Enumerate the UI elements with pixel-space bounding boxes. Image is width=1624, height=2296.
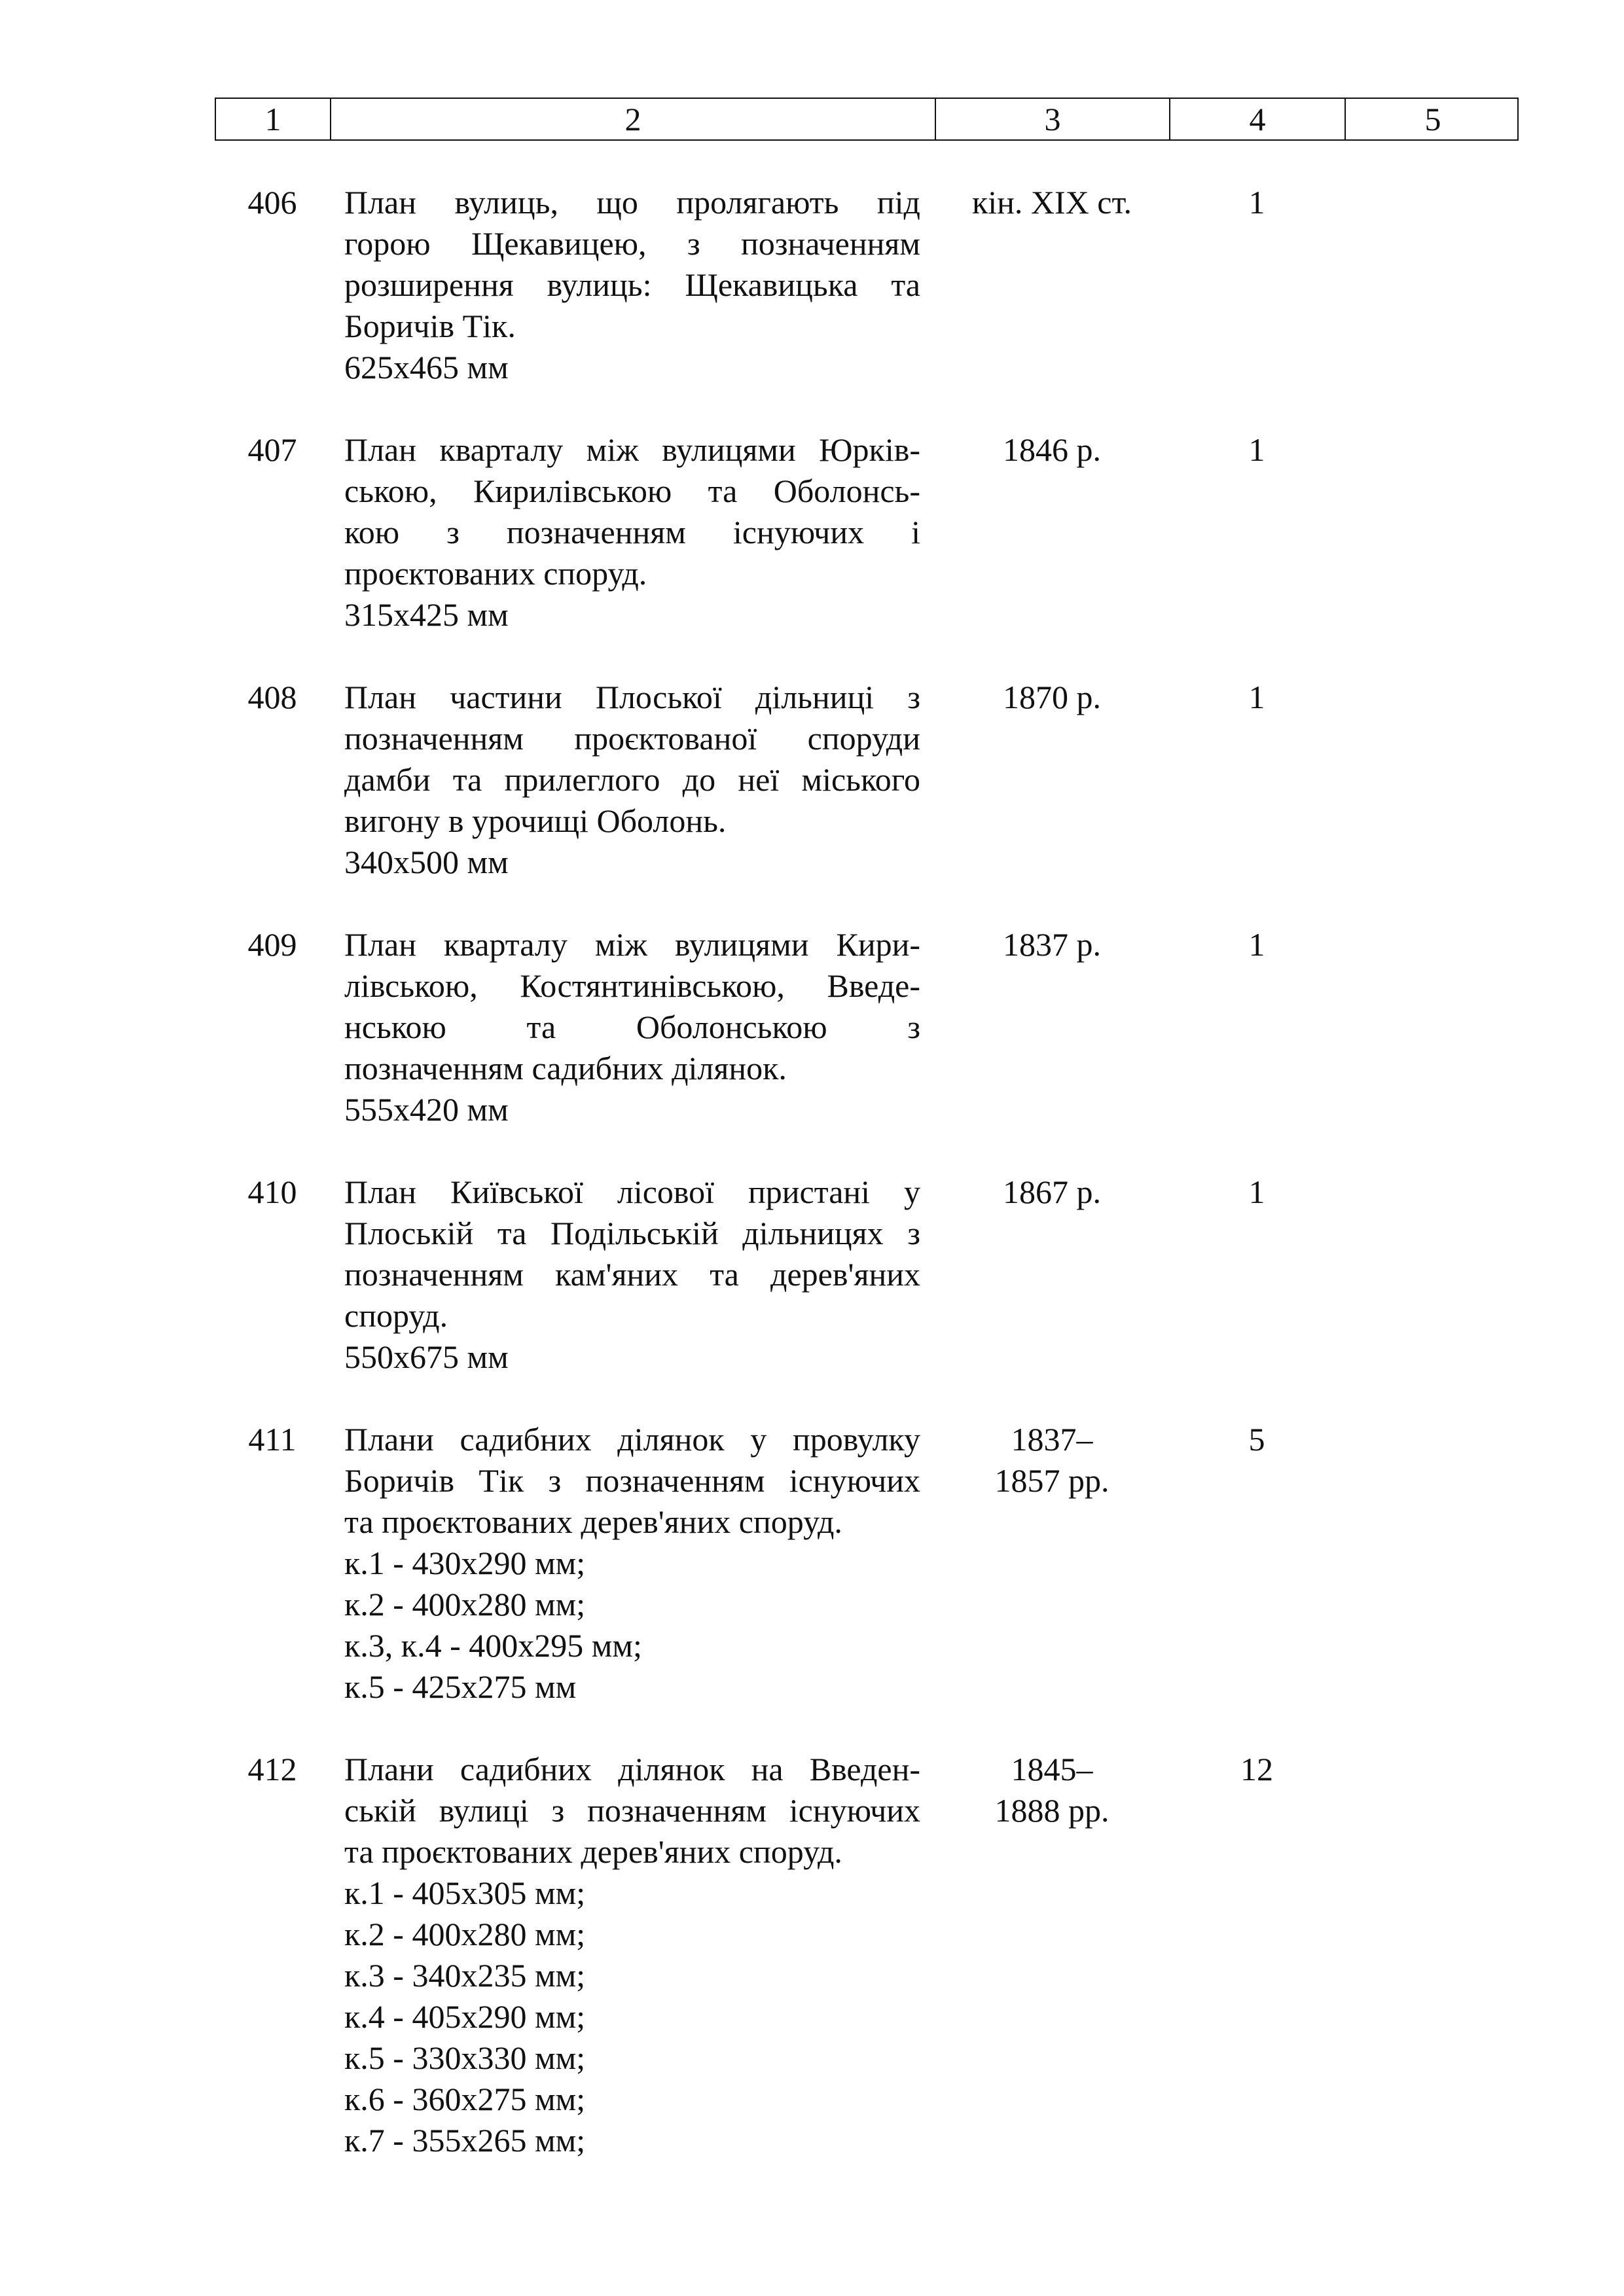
table-row: [215, 429, 1519, 636]
title-line: проєктованих споруд.: [344, 555, 647, 592]
record-number: 411: [248, 1421, 297, 1458]
title-line: Плоській та Подільській дільницях з: [344, 1215, 920, 1251]
column-header-4: 4: [1170, 99, 1346, 139]
title-line: та проєктованих дерев'яних споруд.: [344, 1503, 842, 1540]
record-date: [935, 1172, 1169, 1378]
table-row: [215, 924, 1519, 1130]
record-notes: [1344, 1749, 1519, 2161]
record-date: [935, 429, 1169, 636]
column-number-header: [215, 98, 1519, 141]
title-line: План кварталу між вулицями Кири-: [344, 926, 920, 963]
record-date: [935, 182, 1169, 388]
title-line: горою Щекавицею, з позначенням: [344, 225, 920, 262]
size-line: к.6 - 360x275 мм;: [344, 2081, 586, 2117]
record-date: [935, 677, 1169, 883]
record-notes: [1344, 182, 1519, 388]
title-line: ській вулиці з позначенням існуючих: [344, 1792, 920, 1829]
record-description: [330, 677, 935, 883]
title-line: споруд.: [344, 1297, 448, 1334]
record-description: [330, 1749, 935, 2161]
size-line: 340x500 мм: [344, 844, 509, 880]
size-line: к.1 - 405x305 мм;: [344, 1874, 586, 1911]
record-description: [330, 1172, 935, 1378]
title-line: нською та Оболонською з: [344, 1009, 920, 1045]
date-line: 1845–: [1011, 1751, 1093, 1787]
date-line: 1846 р.: [1003, 431, 1101, 468]
title-line: дамби та прилеглого до неї міського: [344, 761, 920, 798]
title-line: План Київської лісової пристані у: [344, 1174, 920, 1210]
record-notes: [1344, 677, 1519, 883]
title-line: Боричів Тік з позначенням існуючих: [344, 1462, 920, 1499]
column-header-2: 2: [331, 99, 936, 139]
record-description: [330, 1419, 935, 1708]
date-line: кін. XIX ст.: [971, 184, 1132, 221]
record-count: 1: [1248, 679, 1265, 715]
title-line: кою з позначенням існуючих і: [344, 514, 920, 550]
title-line: позначенням садибних ділянок.: [344, 1050, 787, 1086]
title-line: позначенням кам'яних та дерев'яних: [344, 1256, 920, 1293]
record-notes: [1344, 924, 1519, 1130]
records-list: [215, 182, 1519, 2202]
record-notes: [1344, 1172, 1519, 1378]
size-line: 315x425 мм: [344, 596, 509, 633]
record-date: [935, 1419, 1169, 1708]
size-line: 550x675 мм: [344, 1338, 509, 1375]
size-line: к.1 - 430x290 мм;: [344, 1545, 586, 1581]
size-line: к.2 - 400x280 мм;: [344, 1586, 586, 1623]
table-row: [215, 1172, 1519, 1378]
date-line: 1837 р.: [1003, 926, 1101, 963]
record-number: 406: [247, 184, 297, 221]
date-line: 1870 р.: [1003, 679, 1101, 715]
size-line: к.3, к.4 - 400x295 мм;: [344, 1627, 642, 1664]
title-line: Плани садибних ділянок у провулку: [344, 1421, 920, 1458]
record-count: 1: [1248, 184, 1265, 221]
title-line: ською, Кирилівською та Оболонсь-: [344, 473, 920, 509]
record-notes: [1344, 429, 1519, 636]
title-line: План кварталу між вулицями Юрків-: [344, 431, 920, 468]
record-description: [330, 182, 935, 388]
title-line: Плани садибних ділянок на Введен-: [344, 1751, 920, 1787]
size-line: 625x465 мм: [344, 349, 509, 386]
title-line: та проєктованих дерев'яних споруд.: [344, 1833, 842, 1870]
record-count: 1: [1248, 431, 1265, 468]
size-line: к.7 - 355x265 мм;: [344, 2122, 586, 2159]
record-date: [935, 924, 1169, 1130]
record-date: [935, 1749, 1169, 2161]
record-number: 408: [247, 679, 297, 715]
title-line: План вулиць, що пролягають під: [344, 184, 920, 221]
table-row: [215, 1419, 1519, 1708]
record-count: 12: [1240, 1751, 1273, 1787]
date-line: 1857 рр.: [994, 1462, 1110, 1499]
column-header-1: 1: [216, 99, 331, 139]
size-line: к.5 - 425x275 мм: [344, 1668, 577, 1705]
record-number: 412: [247, 1751, 297, 1787]
size-line: к.3 - 340x235 мм;: [344, 1957, 586, 1994]
date-line: 1837–: [1011, 1421, 1093, 1458]
date-line: 1888 рр.: [994, 1792, 1110, 1829]
record-count: 1: [1248, 1174, 1265, 1210]
record-notes: [1344, 1419, 1519, 1708]
record-description: [330, 429, 935, 636]
title-line: лівською, Костянтинівською, Введе-: [344, 967, 920, 1004]
record-count: 5: [1248, 1421, 1265, 1458]
record-description: [330, 924, 935, 1130]
title-line: вигону в урочищі Оболонь.: [344, 802, 727, 839]
record-number: 407: [247, 431, 297, 468]
table-row: [215, 182, 1519, 388]
title-line: позначенням проєктованої споруди: [344, 720, 920, 757]
table-row: [215, 1749, 1519, 2161]
size-line: к.2 - 400x280 мм;: [344, 1916, 586, 1952]
size-line: к.4 - 405x290 мм;: [344, 1998, 586, 2035]
record-number: 410: [247, 1174, 297, 1210]
date-line: 1867 р.: [1003, 1174, 1101, 1210]
table-row: [215, 677, 1519, 883]
title-line: План частини Плоської дільниці з: [344, 679, 920, 715]
record-count: 1: [1248, 926, 1265, 963]
size-line: 555x420 мм: [344, 1091, 509, 1128]
column-header-3: 3: [936, 99, 1170, 139]
title-line: розширення вулиць: Щекавицька та: [344, 266, 920, 303]
title-line: Боричів Тік.: [344, 308, 516, 344]
column-header-5: 5: [1424, 101, 1441, 137]
size-line: к.5 - 330x330 мм;: [344, 2039, 586, 2076]
record-number: 409: [247, 926, 297, 963]
